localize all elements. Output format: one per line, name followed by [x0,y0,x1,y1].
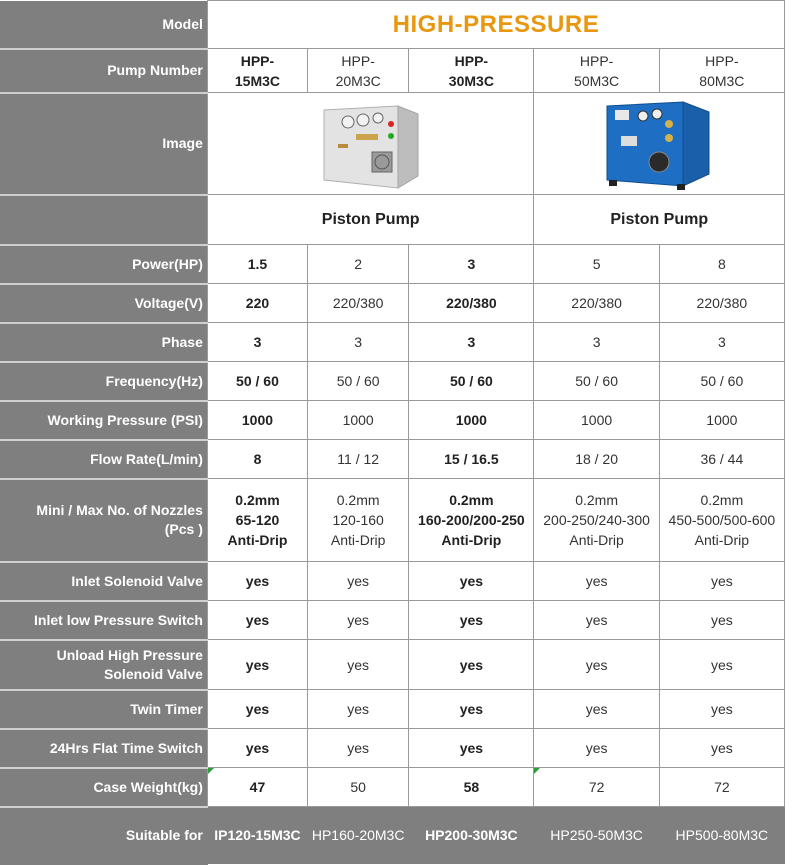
nozzles-label: Mini / Max No. of Nozzles (Pcs ) [0,479,207,562]
cell: 5 [534,245,659,284]
cell: IP120-15M3C [207,807,307,864]
pump-type-cell: Piston Pump [207,195,534,245]
cell: 50 / 60 [308,362,409,401]
cell: yes [534,562,659,601]
table-row [0,362,785,401]
cell: 0.2mm 200-250/240-300 Anti-Drip [534,479,659,562]
cell: 1000 [659,401,784,440]
cell: yes [207,601,307,640]
pump-number-row [0,49,785,93]
cell: 220/380 [534,284,659,323]
cell: yes [659,729,784,768]
model-cell: HPP- 15M3C [207,49,307,93]
image-row [0,93,785,195]
cell: 1000 [207,401,307,440]
pump-type-label [0,195,207,245]
row-label: Inlet low Pressure Switch [0,601,207,640]
cell: 3 [659,323,784,362]
cell: 8 [659,245,784,284]
title-cell [207,1,784,49]
cell: yes [409,640,534,690]
cell: 50 / 60 [409,362,534,401]
table-row [0,440,785,479]
cell: 47 [207,768,307,807]
cell: 1000 [308,401,409,440]
nozzles-row [0,479,785,562]
row-label: Power(HP) [0,245,207,284]
cell: 0.2mm 120-160 Anti-Drip [308,479,409,562]
cell: yes [207,690,307,729]
cell: yes [534,690,659,729]
cell: 50 / 60 [534,362,659,401]
cell: 18 / 20 [534,440,659,479]
cell: yes [308,562,409,601]
row-label: Twin Timer [0,690,207,729]
cell: yes [409,729,534,768]
cell: yes [409,562,534,601]
cell: 3 [308,323,409,362]
cell: 50 / 60 [659,362,784,401]
cell: 3 [534,323,659,362]
table-row [0,601,785,640]
row-label: Working Pressure (PSI) [0,401,207,440]
cell: 0.2mm 65-120 Anti-Drip [207,479,307,562]
row-label: Frequency(Hz) [0,362,207,401]
grey-pump-cabinet-image [316,96,426,192]
model-label: Model [0,1,207,49]
cell: 1000 [534,401,659,440]
cell: 0.2mm 160-200/200-250 Anti-Drip [409,479,534,562]
cell: 220/380 [308,284,409,323]
cell: 72 [534,768,659,807]
blue-pump-cabinet-image [597,96,721,192]
table-row [0,690,785,729]
cell: yes [409,601,534,640]
cell: 3 [207,323,307,362]
table-row [0,729,785,768]
cell: yes [207,729,307,768]
suitable-row [0,807,785,864]
page-title: HIGH-PRESSURE [392,10,600,38]
cell: yes [409,690,534,729]
cell: 8 [207,440,307,479]
cell: yes [308,690,409,729]
table-row [0,640,785,690]
table-row [0,401,785,440]
model-cell: HPP- 20M3C [308,49,409,93]
cell: yes [308,640,409,690]
cell: yes [659,601,784,640]
pump-type-row [0,195,785,245]
row-label: Unload High Pressure Solenoid Valve [0,640,207,690]
cell: 15 / 16.5 [409,440,534,479]
cell: 1000 [409,401,534,440]
cell: HP160-20M3C [308,807,409,864]
pump-type-cell: Piston Pump [534,195,785,245]
cell: 220/380 [409,284,534,323]
cell: 36 / 44 [659,440,784,479]
cell: yes [659,690,784,729]
cell: 0.2mm 450-500/500-600 Anti-Drip [659,479,784,562]
cell: yes [534,640,659,690]
cell: yes [308,601,409,640]
cell: 50 [308,768,409,807]
row-label: Inlet Solenoid Valve [0,562,207,601]
model-cell: HPP- 50M3C [534,49,659,93]
cell: HP500-80M3C [659,807,784,864]
cell: 1.5 [207,245,307,284]
cell: yes [659,640,784,690]
cell: 72 [659,768,784,807]
suitable-label: Suitable for [0,807,207,864]
pump-number-label: Pump Number [0,49,207,93]
blue-cabinet-image-cell [534,93,785,195]
image-label: Image [0,93,207,195]
cell: HP200-30M3C [409,807,534,864]
row-label: 24Hrs Flat Time Switch [0,729,207,768]
cell: 220 [207,284,307,323]
cell: HP250-50M3C [534,807,659,864]
table-row [0,284,785,323]
model-cell: HPP- 80M3C [659,49,784,93]
row-label: Voltage(V) [0,284,207,323]
grey-cabinet-image-cell [207,93,534,195]
model-cell: HPP- 30M3C [409,49,534,93]
cell: 11 / 12 [308,440,409,479]
cell: 3 [409,245,534,284]
row-label: Phase [0,323,207,362]
table-row [0,323,785,362]
cell: yes [308,729,409,768]
cell: yes [659,562,784,601]
cell: 50 / 60 [207,362,307,401]
cell: 58 [409,768,534,807]
cell: yes [207,562,307,601]
row-label: Case Weight(kg) [0,768,207,807]
row-label: Flow Rate(L/min) [0,440,207,479]
cell: yes [207,640,307,690]
cell: 2 [308,245,409,284]
table-row [0,245,785,284]
cell: yes [534,601,659,640]
cell: 220/380 [659,284,784,323]
cell: yes [534,729,659,768]
model-row [0,1,785,49]
cell: 3 [409,323,534,362]
table-row [0,768,785,807]
table-row [0,562,785,601]
